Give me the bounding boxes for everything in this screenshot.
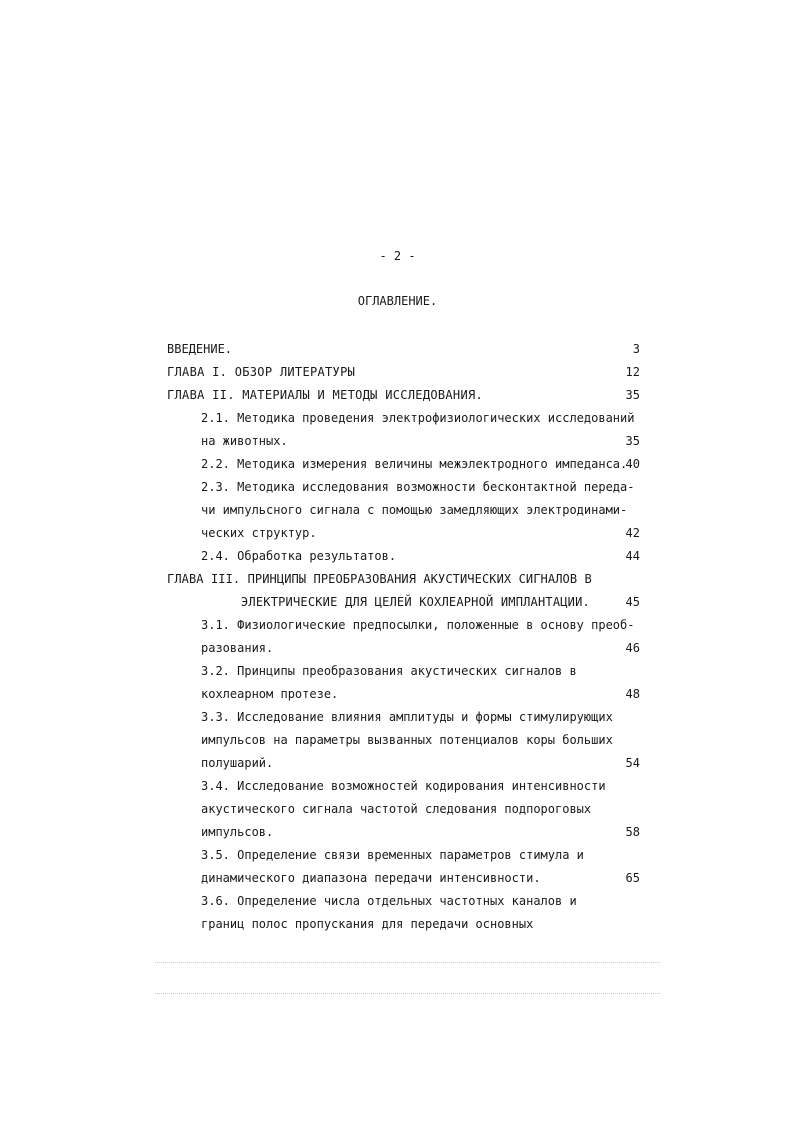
toc-entry [0,362,795,382]
toc-entry-text: 3.3. Исследование влияния амплитуды и формы стимулирующих [201,710,613,724]
toc-entry-text: на животных. [201,434,288,448]
toc-entry [0,523,795,543]
toc-entry [0,730,795,750]
toc-entry-text: 3.1. Физиологические предпосылки, положенные в основу преоб- [201,618,635,632]
toc-entry-text: ГЛАВА III. ПРИНЦИПЫ ПРЕОБРАЗОВАНИЯ АКУСТИЧЕСКИХ СИГНАЛОВ В [167,572,592,586]
toc-entry-page: 40 [625,457,640,471]
toc-entry-page: 42 [625,526,640,540]
toc-entry-text: чи импульсного сигнала с помощью замедляющих электродинами- [201,503,628,517]
toc-entry-page: 35 [625,434,640,448]
toc-entry-text: 3.5. Определение связи временных параметров стимула и [201,848,584,862]
toc-entry-text: акустического сигнала частотой следования подпороговых [201,802,592,816]
toc-entry-page: 44 [625,549,640,563]
toc-entry [0,868,795,888]
toc-entry [0,684,795,704]
toc-entry [0,914,795,934]
toc-entry-text: 2.4. Обработка результатов. [201,549,397,563]
toc-entry-text: 2.1. Методика проведения электрофизиологических исследований [201,411,635,425]
toc-entry [0,638,795,658]
toc-entry [0,707,795,727]
toc-entry [0,799,795,819]
page-title: ОГЛАВЛЕНИЕ. [357,294,438,308]
toc-entry-page: 12 [625,365,640,379]
toc-entry [0,753,795,773]
toc-entry [0,891,795,911]
toc-entry-text: ВВЕДЕНИЕ. [167,342,233,356]
toc-entry-text: кохлеарном протезе. [201,687,339,701]
toc-entry [0,500,795,520]
toc-entry [0,615,795,635]
toc-entry [0,339,795,359]
toc-entry-page: 54 [625,756,640,770]
toc-entry [0,431,795,451]
toc-entry-text: динамического диапазона передачи интенсивности. [201,871,541,885]
toc-entry-text: ГЛАВА I. ОБЗОР ЛИТЕРАТУРЫ [167,365,356,379]
scan-noise-line [155,962,660,964]
toc-entry-text: 3.4. Исследование возможностей кодирования интенсивности [201,779,606,793]
toc-entry [0,845,795,865]
toc-entry-page: 65 [625,871,640,885]
toc-entry-text: 3.2. Принципы преобразования акустических сигналов в [201,664,577,678]
toc-entry-text: ческих структур. [201,526,317,540]
toc-entry [0,477,795,497]
toc-entry-page: 48 [625,687,640,701]
toc-entry-text: 2.3. Методика исследования возможности бесконтактной переда- [201,480,635,494]
toc-entry-page: 45 [625,595,640,609]
toc-entry-text: импульсов. [201,825,274,839]
toc-entry-page: 58 [625,825,640,839]
toc-entry [0,569,795,589]
toc-entry-text: разования. [201,641,274,655]
toc-entry-text: ЭЛЕКТРИЧЕСКИЕ ДЛЯ ЦЕЛЕЙ КОХЛЕАРНОЙ ИМПЛАНТАЦИИ. [241,595,590,609]
toc-entry [0,592,795,612]
toc-entry [0,776,795,796]
toc-entry [0,661,795,681]
toc-entry-text: импульсов на параметры вызванных потенциалов коры больших [201,733,613,747]
toc-entry [0,546,795,566]
toc-entry [0,454,795,474]
toc-entry [0,408,795,428]
toc-entry-text: полушарий. [201,756,274,770]
toc-entry-page: 46 [625,641,640,655]
toc-entry-page: 35 [625,388,640,402]
toc-entry-page: 3 [632,342,640,356]
toc-entry-text: 3.6. Определение числа отдельных частотных каналов и [201,894,577,908]
scan-noise-line [155,993,660,995]
toc-entry-text: границ полос пропускания для передачи основных [201,917,534,931]
toc-entry-text: ГЛАВА II. МАТЕРИАЛЫ И МЕТОДЫ ИССЛЕДОВАНИЯ. [167,388,484,402]
toc-entry [0,822,795,842]
page-number: - 2 - [379,249,416,263]
toc-entry-text: 2.2. Методика измерения величины межэлектродного импеданса. [201,457,628,471]
toc-entry [0,385,795,405]
